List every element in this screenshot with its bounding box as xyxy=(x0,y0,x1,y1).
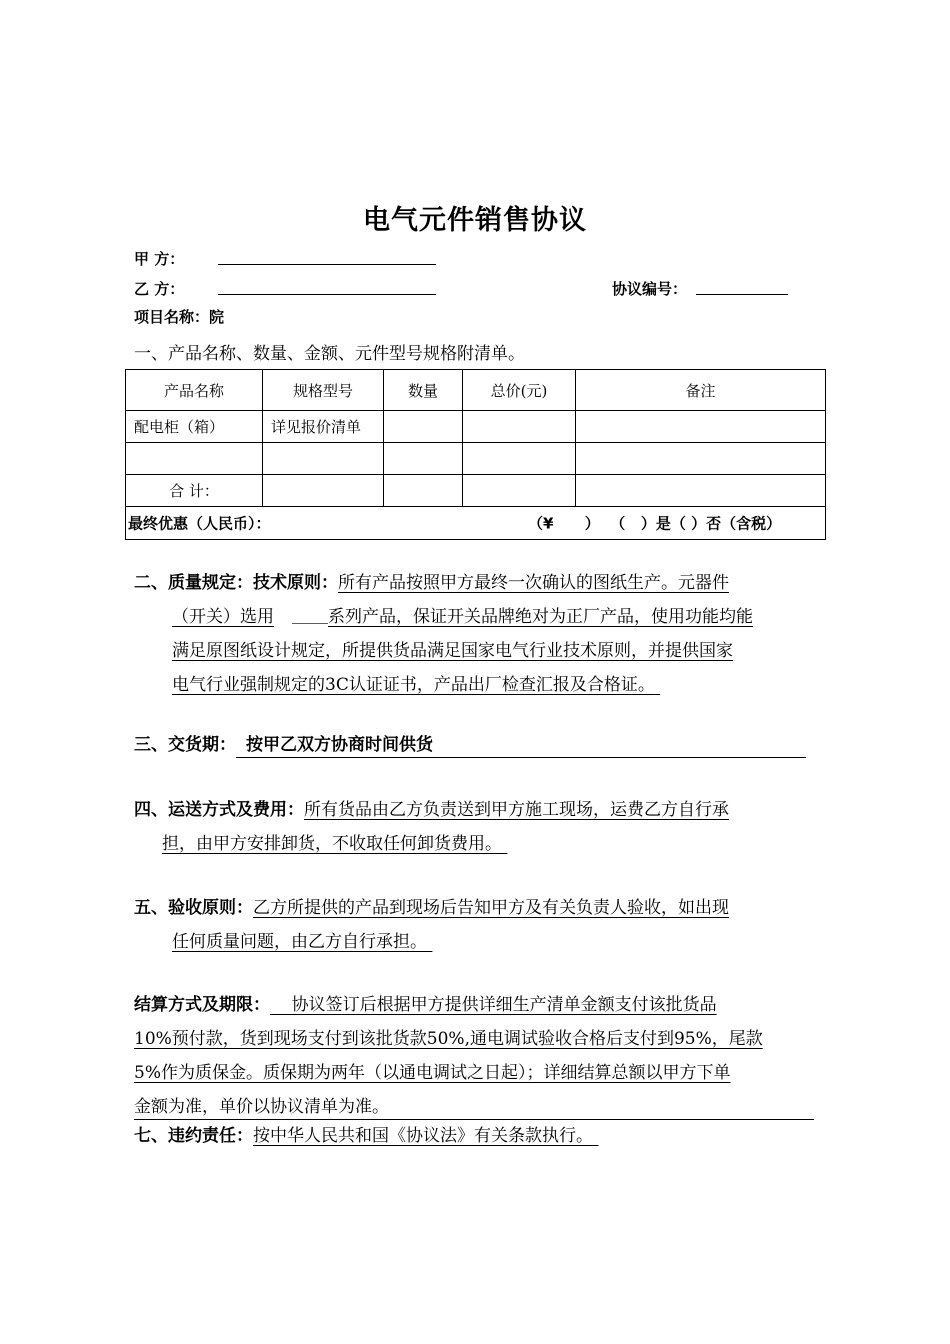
section-1-intro: 一、产品名称、数量、金额、元件型号规格附清单。 xyxy=(134,344,525,364)
table-cell[interactable] xyxy=(463,475,576,507)
party-b-label: 乙 方： xyxy=(134,280,185,298)
section-shipping xyxy=(134,793,816,861)
header-spec-model: 规格型号 xyxy=(263,370,384,411)
header-total-price: 总价(元) xyxy=(463,370,576,411)
header-quantity: 数量 xyxy=(384,370,463,411)
settlement-line-1: 协议签订后根据甲方提供详细生产清单金额支付该批货品 xyxy=(291,995,717,1015)
table-cell[interactable] xyxy=(576,475,826,507)
project-name xyxy=(134,306,224,327)
table-cell[interactable] xyxy=(384,475,463,507)
project-name-label: 项目名称： xyxy=(134,308,210,326)
header-product-name: 产品名称 xyxy=(126,370,263,411)
total-label-cell: 合 计： xyxy=(126,475,263,507)
party-a-field[interactable] xyxy=(218,264,436,265)
section-quality xyxy=(134,566,816,702)
table-cell[interactable] xyxy=(463,411,576,443)
product-table xyxy=(125,369,826,540)
quality-line-4: 电气行业强制规定的3C认证证书，产品出厂检查汇报及合格证。 xyxy=(172,675,655,695)
section-acceptance xyxy=(134,891,816,959)
party-b-field[interactable] xyxy=(218,294,436,295)
section-breach xyxy=(134,1119,816,1153)
table-cell[interactable] xyxy=(463,443,576,475)
final-discount-cell xyxy=(126,507,826,540)
delivery-text: 按甲乙双方协商时间供货 xyxy=(236,733,806,758)
acceptance-heading: 五、验收原则： xyxy=(134,898,253,918)
breach-heading: 七、违约责任： xyxy=(134,1126,253,1146)
table-cell[interactable] xyxy=(126,443,263,475)
settlement-line-2: 10%预付款，货到现场支付到该批货款50%,通电调试验收合格后支付到95%，尾款 xyxy=(134,1029,763,1049)
shipping-line-1: 所有货品由乙方负责送到甲方施工现场，运费乙方自行承 xyxy=(304,800,729,820)
header-remarks: 备注 xyxy=(576,370,826,411)
document-title: 电气元件销售协议 xyxy=(363,205,587,236)
table-cell: 配电柜（箱） xyxy=(126,411,263,443)
breach-text: 按中华人民共和国《协议法》有关条款执行。 xyxy=(253,1126,593,1146)
section-delivery xyxy=(134,728,816,762)
final-discount-row xyxy=(126,507,826,540)
shipping-line-2: 担，由甲方安排卸货，不收取任何卸货费用。 xyxy=(162,834,502,854)
acceptance-line-2: 任何质量问题，由乙方自行承担。 xyxy=(172,932,427,952)
table-cell[interactable] xyxy=(576,411,826,443)
project-name-value: 院 xyxy=(209,308,225,326)
table-row xyxy=(126,443,826,475)
agreement-number-field[interactable] xyxy=(696,294,788,295)
brand-blank[interactable] xyxy=(292,605,328,624)
table-header-row xyxy=(126,370,826,411)
settlement-heading: 结算方式及期限： xyxy=(134,995,270,1015)
table-cell: 详见报价清单 xyxy=(263,411,384,443)
delivery-heading: 三、交货期： xyxy=(134,735,236,755)
table-row xyxy=(126,411,826,443)
quality-heading: 二、质量规定：技术原则： xyxy=(134,573,338,593)
agreement-number-label: 协议编号： xyxy=(612,280,688,298)
acceptance-line-1: 乙方所提供的产品到现场后告知甲方及有关负责人验收，如出现 xyxy=(253,898,729,918)
section-settlement xyxy=(134,988,824,1124)
quality-line-2b: 系列产品，保证开关品牌绝对为正厂产品，使用功能均能 xyxy=(328,607,753,627)
final-discount-label: 最终优惠（人民币）： xyxy=(128,514,271,533)
tax-options[interactable]: （¥ ） （ ）是（ ）否（含税） xyxy=(528,514,782,533)
shipping-heading: 四、运送方式及费用： xyxy=(134,800,304,820)
table-cell[interactable] xyxy=(263,475,384,507)
table-cell[interactable] xyxy=(576,443,826,475)
table-row-total xyxy=(126,475,826,507)
quality-line-1: 所有产品按照甲方最终一次确认的图纸生产。元器件 xyxy=(338,573,729,593)
party-a-label: 甲 方： xyxy=(134,250,185,268)
table-cell[interactable] xyxy=(384,443,463,475)
settlement-line-4: 金额为准，单价以协议清单为准。 xyxy=(134,1095,814,1120)
table-cell[interactable] xyxy=(384,411,463,443)
quality-line-2a: （开关）选用 xyxy=(172,607,274,627)
quality-line-3: 满足原图纸设计规定，所提供货品满足国家电气行业技术原则，并提供国家 xyxy=(172,641,733,661)
settlement-line-3: 5%作为质保金。质保期为两年（以通电调试之日起）；详细结算总额以甲方下单 xyxy=(134,1063,731,1083)
table-cell[interactable] xyxy=(263,443,384,475)
